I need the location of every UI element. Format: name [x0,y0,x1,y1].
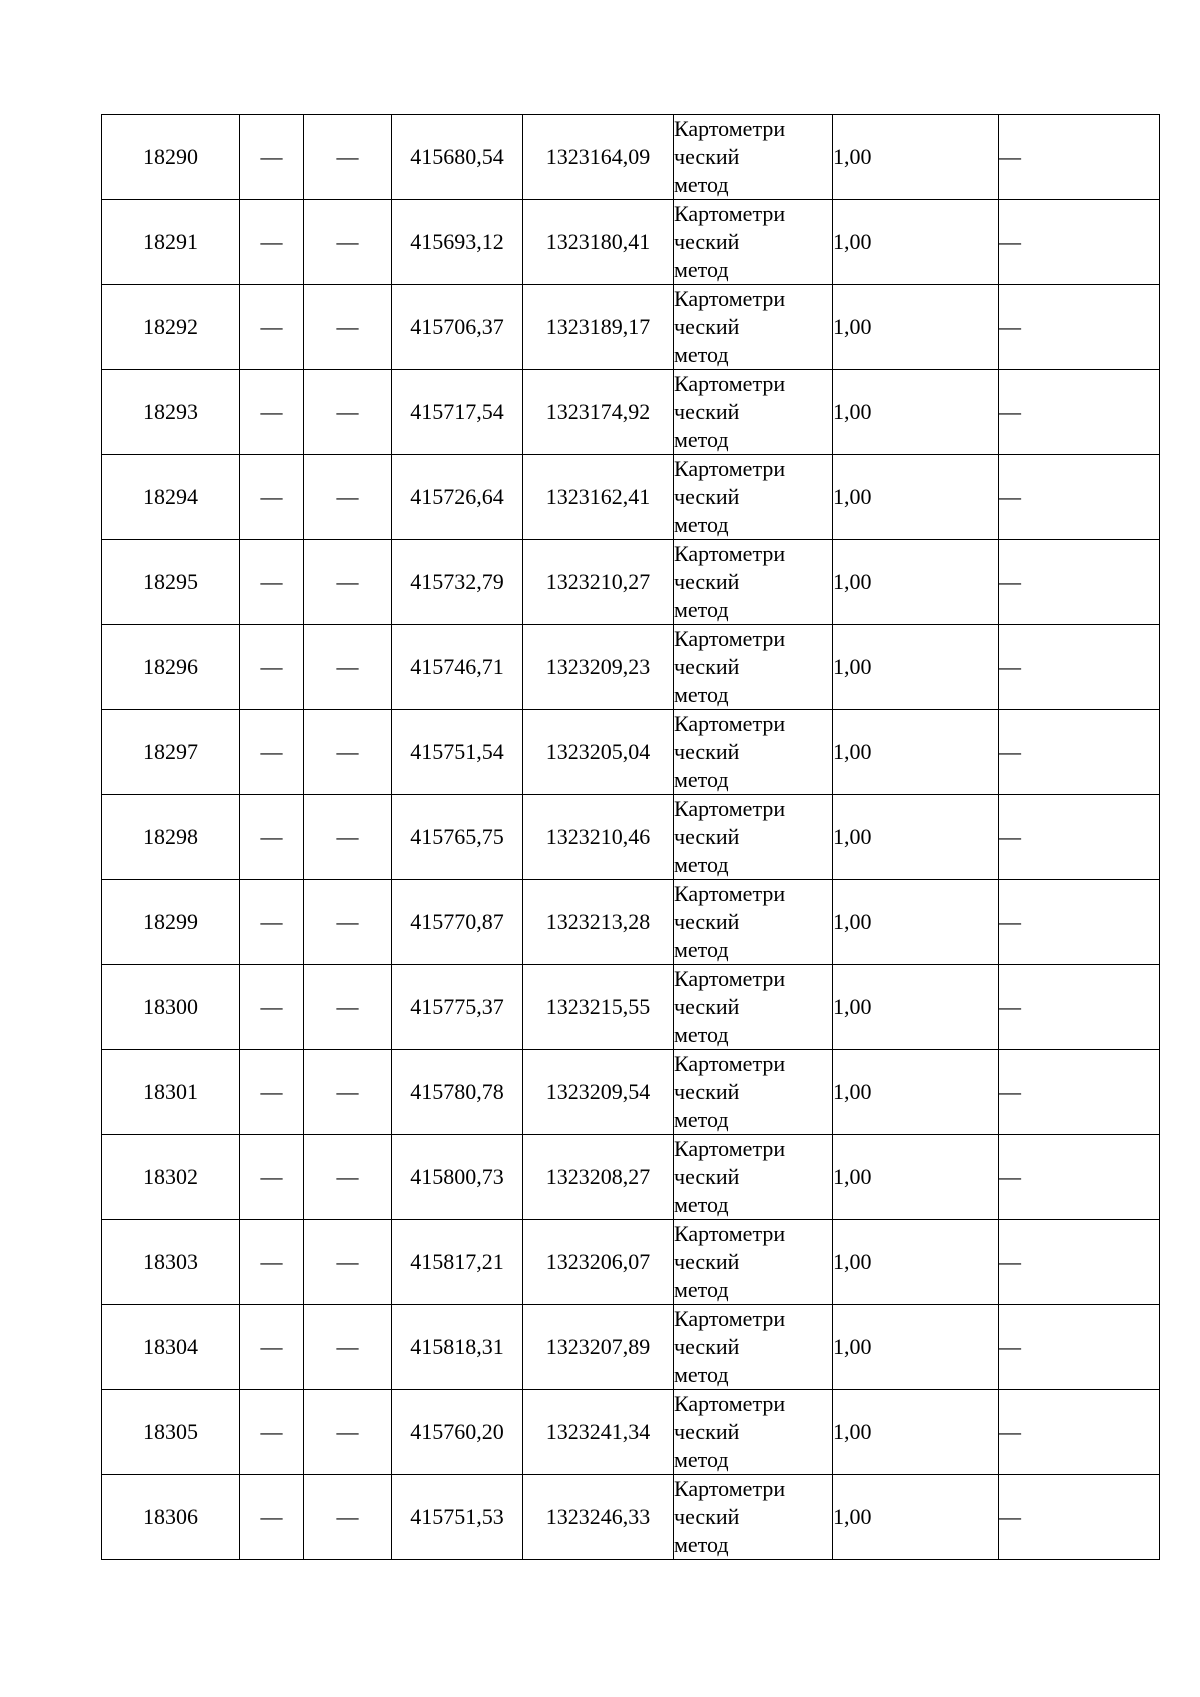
x-coordinate-cell: 415817,21 [392,1220,523,1305]
point-number-cell: 18297 [102,710,240,795]
y-coordinate-cell: 1323162,41 [523,455,674,540]
empty-value-cell: — [999,1135,1160,1220]
empty-value-cell: — [999,880,1160,965]
empty-value-cell: — [304,965,392,1050]
method-line: метод [674,1362,729,1387]
point-number-cell: 18290 [102,115,240,200]
method-cell [674,540,833,625]
y-coordinate-cell: 1323207,89 [523,1305,674,1390]
method-line: метод [674,172,729,197]
y-coordinate-cell: 1323206,07 [523,1220,674,1305]
x-coordinate-cell: 415780,78 [392,1050,523,1135]
method-line: метод [674,937,729,962]
empty-value-cell: — [304,710,392,795]
table-row [102,540,1160,625]
method-line: Картометри [674,1221,786,1246]
empty-value-cell: — [999,455,1160,540]
empty-value-cell: — [999,1050,1160,1135]
empty-value-cell: — [240,115,304,200]
empty-value-cell: — [304,1475,392,1560]
x-coordinate-cell: 415765,75 [392,795,523,880]
table-row [102,1305,1160,1390]
method-line: Картометри [674,116,786,141]
method-line: Картометри [674,541,786,566]
table-row [102,200,1160,285]
accuracy-cell: 1,00 [833,200,999,285]
empty-value-cell: — [240,1475,304,1560]
empty-value-cell: — [999,540,1160,625]
method-line: ческий [674,909,740,934]
empty-value-cell: — [304,880,392,965]
method-line: метод [674,1277,729,1302]
method-line: ческий [674,1334,740,1359]
empty-value-cell: — [240,285,304,370]
y-coordinate-cell: 1323209,23 [523,625,674,710]
method-cell [674,1475,833,1560]
point-number-cell: 18302 [102,1135,240,1220]
point-number-cell: 18293 [102,370,240,455]
accuracy-cell: 1,00 [833,1220,999,1305]
y-coordinate-cell: 1323215,55 [523,965,674,1050]
point-number-cell: 18304 [102,1305,240,1390]
empty-value-cell: — [240,370,304,455]
y-coordinate-cell: 1323180,41 [523,200,674,285]
x-coordinate-cell: 415706,37 [392,285,523,370]
method-cell [674,710,833,795]
coordinates-table [101,114,1160,1560]
accuracy-cell: 1,00 [833,455,999,540]
empty-value-cell: — [999,965,1160,1050]
y-coordinate-cell: 1323210,46 [523,795,674,880]
empty-value-cell: — [240,1050,304,1135]
method-cell [674,115,833,200]
empty-value-cell: — [999,1390,1160,1475]
method-line: ческий [674,569,740,594]
method-line: Картометри [674,286,786,311]
empty-value-cell: — [999,370,1160,455]
method-line: метод [674,1447,729,1472]
method-cell [674,370,833,455]
method-line: ческий [674,1504,740,1529]
method-line: метод [674,1107,729,1132]
accuracy-cell: 1,00 [833,1475,999,1560]
x-coordinate-cell: 415760,20 [392,1390,523,1475]
empty-value-cell: — [304,200,392,285]
empty-value-cell: — [304,1305,392,1390]
method-line: метод [674,342,729,367]
point-number-cell: 18296 [102,625,240,710]
method-line: ческий [674,739,740,764]
method-line: Картометри [674,371,786,396]
accuracy-cell: 1,00 [833,625,999,710]
accuracy-cell: 1,00 [833,540,999,625]
table-row [102,625,1160,710]
empty-value-cell: — [304,370,392,455]
table-row [102,455,1160,540]
table-row [102,1135,1160,1220]
method-cell [674,285,833,370]
method-line: ческий [674,399,740,424]
method-line: ческий [674,229,740,254]
method-line: Картометри [674,1306,786,1331]
table-row [102,1050,1160,1135]
empty-value-cell: — [240,455,304,540]
point-number-cell: 18301 [102,1050,240,1135]
point-number-cell: 18292 [102,285,240,370]
y-coordinate-cell: 1323205,04 [523,710,674,795]
table-row [102,880,1160,965]
x-coordinate-cell: 415680,54 [392,115,523,200]
x-coordinate-cell: 415732,79 [392,540,523,625]
empty-value-cell: — [999,285,1160,370]
method-line: метод [674,767,729,792]
y-coordinate-cell: 1323164,09 [523,115,674,200]
accuracy-cell: 1,00 [833,710,999,795]
method-line: Картометри [674,1391,786,1416]
method-line: метод [674,512,729,537]
accuracy-cell: 1,00 [833,965,999,1050]
point-number-cell: 18303 [102,1220,240,1305]
method-line: Картометри [674,626,786,651]
empty-value-cell: — [240,1135,304,1220]
empty-value-cell: — [999,710,1160,795]
point-number-cell: 18300 [102,965,240,1050]
x-coordinate-cell: 415746,71 [392,625,523,710]
method-line: Картометри [674,456,786,481]
y-coordinate-cell: 1323210,27 [523,540,674,625]
point-number-cell: 18295 [102,540,240,625]
method-cell [674,1305,833,1390]
x-coordinate-cell: 415818,31 [392,1305,523,1390]
table-row [102,1475,1160,1560]
method-line: ческий [674,824,740,849]
empty-value-cell: — [240,710,304,795]
method-line: Картометри [674,881,786,906]
accuracy-cell: 1,00 [833,370,999,455]
empty-value-cell: — [304,1050,392,1135]
point-number-cell: 18299 [102,880,240,965]
table-row [102,965,1160,1050]
x-coordinate-cell: 415726,64 [392,455,523,540]
table-row [102,795,1160,880]
point-number-cell: 18305 [102,1390,240,1475]
empty-value-cell: — [240,880,304,965]
method-line: Картометри [674,1051,786,1076]
method-line: ческий [674,1079,740,1104]
table-row [102,710,1160,795]
empty-value-cell: — [240,795,304,880]
empty-value-cell: — [999,200,1160,285]
method-line: Картометри [674,1476,786,1501]
method-line: метод [674,1192,729,1217]
method-cell [674,200,833,285]
empty-value-cell: — [304,1390,392,1475]
method-cell [674,965,833,1050]
table-row [102,370,1160,455]
method-cell [674,1220,833,1305]
y-coordinate-cell: 1323241,34 [523,1390,674,1475]
x-coordinate-cell: 415717,54 [392,370,523,455]
accuracy-cell: 1,00 [833,1050,999,1135]
method-cell [674,1135,833,1220]
table-body [102,115,1160,1560]
y-coordinate-cell: 1323209,54 [523,1050,674,1135]
empty-value-cell: — [304,285,392,370]
table-row [102,285,1160,370]
method-line: ческий [674,1164,740,1189]
method-line: Картометри [674,201,786,226]
method-line: Картометри [674,711,786,736]
method-cell [674,880,833,965]
table-row [102,115,1160,200]
table-row [102,1220,1160,1305]
empty-value-cell: — [304,1135,392,1220]
x-coordinate-cell: 415800,73 [392,1135,523,1220]
empty-value-cell: — [304,540,392,625]
method-line: метод [674,597,729,622]
point-number-cell: 18298 [102,795,240,880]
empty-value-cell: — [240,625,304,710]
empty-value-cell: — [240,965,304,1050]
method-line: ческий [674,144,740,169]
method-line: метод [674,427,729,452]
point-number-cell: 18291 [102,200,240,285]
empty-value-cell: — [304,455,392,540]
point-number-cell: 18306 [102,1475,240,1560]
empty-value-cell: — [999,795,1160,880]
accuracy-cell: 1,00 [833,880,999,965]
accuracy-cell: 1,00 [833,1305,999,1390]
empty-value-cell: — [304,115,392,200]
empty-value-cell: — [304,625,392,710]
method-cell [674,455,833,540]
empty-value-cell: — [999,625,1160,710]
method-line: ческий [674,654,740,679]
empty-value-cell: — [999,1220,1160,1305]
empty-value-cell: — [999,115,1160,200]
method-line: ческий [674,484,740,509]
accuracy-cell: 1,00 [833,115,999,200]
accuracy-cell: 1,00 [833,1390,999,1475]
method-cell [674,625,833,710]
empty-value-cell: — [999,1475,1160,1560]
empty-value-cell: — [999,1305,1160,1390]
x-coordinate-cell: 415751,53 [392,1475,523,1560]
x-coordinate-cell: 415770,87 [392,880,523,965]
method-line: метод [674,257,729,282]
method-line: метод [674,1022,729,1047]
y-coordinate-cell: 1323213,28 [523,880,674,965]
method-line: ческий [674,1419,740,1444]
empty-value-cell: — [240,1390,304,1475]
accuracy-cell: 1,00 [833,1135,999,1220]
empty-value-cell: — [304,795,392,880]
method-line: ческий [674,314,740,339]
x-coordinate-cell: 415751,54 [392,710,523,795]
method-line: Картометри [674,796,786,821]
y-coordinate-cell: 1323208,27 [523,1135,674,1220]
empty-value-cell: — [240,200,304,285]
method-cell [674,1050,833,1135]
empty-value-cell: — [304,1220,392,1305]
method-line: метод [674,852,729,877]
empty-value-cell: — [240,1305,304,1390]
empty-value-cell: — [240,1220,304,1305]
y-coordinate-cell: 1323189,17 [523,285,674,370]
method-line: Картометри [674,1136,786,1161]
method-cell [674,795,833,880]
method-line: Картометри [674,966,786,991]
method-line: метод [674,1532,729,1557]
accuracy-cell: 1,00 [833,285,999,370]
method-cell [674,1390,833,1475]
method-line: метод [674,682,729,707]
x-coordinate-cell: 415693,12 [392,200,523,285]
accuracy-cell: 1,00 [833,795,999,880]
x-coordinate-cell: 415775,37 [392,965,523,1050]
point-number-cell: 18294 [102,455,240,540]
method-line: ческий [674,994,740,1019]
empty-value-cell: — [240,540,304,625]
method-line: ческий [674,1249,740,1274]
y-coordinate-cell: 1323246,33 [523,1475,674,1560]
table-row [102,1390,1160,1475]
y-coordinate-cell: 1323174,92 [523,370,674,455]
